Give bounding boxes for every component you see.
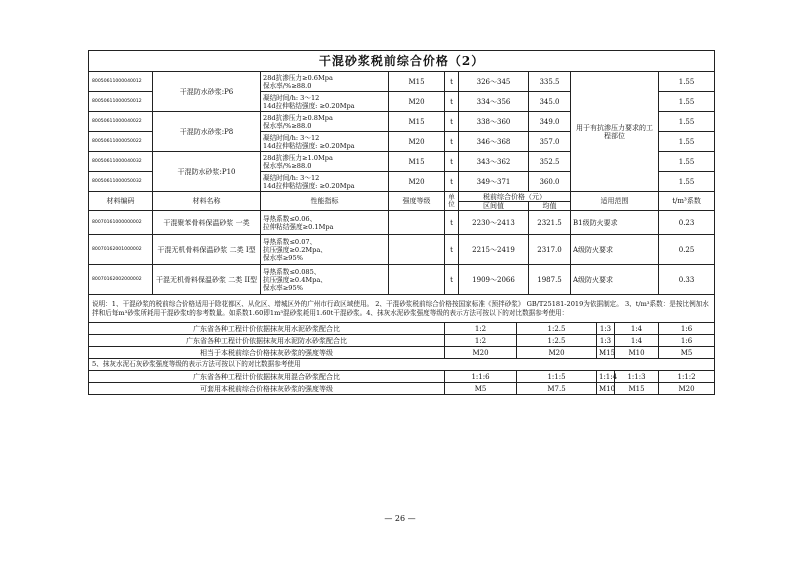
price-range: 343～362 — [459, 152, 529, 172]
performance-spec: 28d抗渗压力≥0.8Mpa 保水率/%≥88.0 — [261, 112, 389, 132]
price-average: 2317.0 — [529, 235, 571, 265]
usage-scope: A级防火要求 — [571, 235, 659, 265]
compare-value: 1:4 — [615, 335, 659, 347]
material-code: 80050611000040012 — [89, 72, 153, 92]
compare-value: 1:1:4 — [597, 371, 615, 383]
material-name: 干混无机骨料保温砂浆 二类 I型 — [153, 235, 261, 265]
lime-note-text: 5、抹灰水泥石灰砂浆强度等级的表示方法可按以下的对比数据参考使用 — [89, 359, 715, 371]
unit: t — [445, 92, 459, 112]
price-range: 2215～2419 — [459, 235, 529, 265]
unit: t — [445, 172, 459, 192]
header-unit: 单位 — [445, 192, 459, 211]
material-name: 干混无机骨料保温砂浆 二类 II型 — [153, 265, 261, 295]
compare-label: 广东省各种工程计价依据抹灰用混合砂浆配合比 — [89, 371, 445, 383]
header-usage: 适用范围 — [571, 192, 659, 211]
strength-grade — [389, 211, 445, 235]
compare-label: 广东省各种工程计价依据抹灰用水泥砂浆配合比 — [89, 323, 445, 335]
unit: t — [445, 72, 459, 92]
header-price: 税前综合价格（元） — [459, 192, 571, 202]
usage-scope: 用于有抗渗压力要求的工程部位 — [571, 72, 659, 192]
material-code: 80050611000050012 — [89, 92, 153, 112]
price-average: 1987.5 — [529, 265, 571, 295]
material-code: 80050611000050032 — [89, 172, 153, 192]
unit: t — [445, 211, 459, 235]
page-title: 干混砂浆税前综合价格（2） — [89, 51, 715, 72]
header-average: 均值 — [529, 202, 571, 211]
coefficient: 0.23 — [659, 211, 715, 235]
performance-spec: 28d抗渗压力≥0.6Mpa 保水率/%≥88.0 — [261, 72, 389, 92]
price-average: 357.0 — [529, 132, 571, 152]
compare-value: 1:1:5 — [517, 371, 597, 383]
header-name: 材料名称 — [153, 192, 261, 211]
strength-grade — [389, 265, 445, 295]
material-name: 干混防水砂浆:P8 — [153, 112, 261, 152]
usage-scope: B1级防火要求 — [571, 211, 659, 235]
price-range: 346～368 — [459, 132, 529, 152]
coefficient: 1.55 — [659, 132, 715, 152]
performance-spec: 凝结时间/h: 3～12 14d拉伸粘结强度: ≥0.20Mpa — [261, 132, 389, 152]
compare-value: 1:4 — [615, 323, 659, 335]
strength-grade: M15 — [389, 152, 445, 172]
material-code: 80070162001000002 — [89, 235, 153, 265]
performance-spec: 凝结时间/h: 3～12 14d拉伸粘结强度: ≥0.20Mpa — [261, 92, 389, 112]
strength-grade: M20 — [389, 172, 445, 192]
coefficient: 1.55 — [659, 172, 715, 192]
unit: t — [445, 152, 459, 172]
compare-value: M5 — [445, 383, 517, 395]
compare-value: 1:6 — [659, 323, 715, 335]
usage-scope: A级防火要求 — [571, 265, 659, 295]
compare-label: 可套用本税前综合价格抹灰砂浆的强度等级 — [89, 383, 445, 395]
compare-value: 1:2.5 — [517, 323, 597, 335]
material-name: 干混防水砂浆:P6 — [153, 72, 261, 112]
notes-text: 说明：1、干混砂浆的税前综合价格适用于除花都区、从化区、增城区外的广州市行政区域使用。 2、干混砂浆税前综合价格按国家标准《预拌砂浆》 GB/T25181-2019为依据制定。 3、t/m³系数：是按比例加水拌和后每m³砂浆所耗用干混砂浆t的参考数量。如系数1.60即1m³混砂浆耗用1.60t干混砂浆。4、抹灰水泥砂浆强度等级的表示方法可按以下的对比数据参考使用： — [89, 295, 715, 323]
compare-value: M7.5 — [517, 383, 597, 395]
compare-value: 1:3 — [597, 323, 615, 335]
material-code: 80050611000040032 — [89, 152, 153, 172]
price-range: 1909～2066 — [459, 265, 529, 295]
unit: t — [445, 265, 459, 295]
price-average: 352.5 — [529, 152, 571, 172]
compare-label: 广东省各种工程计价依据抹灰用水泥防水砂浆配合比 — [89, 335, 445, 347]
price-range: 338～360 — [459, 112, 529, 132]
compare-value: 1:1:2 — [659, 371, 715, 383]
price-average: 345.0 — [529, 92, 571, 112]
strength-grade: M20 — [389, 132, 445, 152]
strength-grade: M15 — [389, 72, 445, 92]
compare-value: M20 — [517, 347, 597, 359]
performance-spec: 凝结时间/h: 3～12 14d拉伸粘结强度: ≥0.20Mpa — [261, 172, 389, 192]
material-name: 干混防水砂浆:P10 — [153, 152, 261, 192]
coefficient: 1.55 — [659, 152, 715, 172]
price-range: 2230～2413 — [459, 211, 529, 235]
header-coefficient: t/m³系数 — [659, 192, 715, 211]
material-code: 80050611000040022 — [89, 112, 153, 132]
price-range: 334～356 — [459, 92, 529, 112]
unit: t — [445, 235, 459, 265]
performance-spec: 导热系数≤0.07、 抗压强度≥0.2Mpa、 保水率≥95% — [261, 235, 389, 265]
page-number: — 26 — — [384, 514, 416, 523]
price-table — [88, 50, 715, 395]
header-range: 区间值 — [459, 202, 529, 211]
price-average: 360.0 — [529, 172, 571, 192]
strength-grade — [389, 235, 445, 265]
compare-value: M15 — [597, 347, 615, 359]
coefficient: 1.55 — [659, 112, 715, 132]
material-code: 80050611000050022 — [89, 132, 153, 152]
compare-value: M10 — [615, 347, 659, 359]
unit: t — [445, 132, 459, 152]
unit: t — [445, 112, 459, 132]
compare-value: 1:1:6 — [445, 371, 517, 383]
performance-spec: 导热系数≤0.06、 拉伸粘结强度≥0.1Mpa — [261, 211, 389, 235]
compare-value: 1:2 — [445, 323, 517, 335]
strength-grade: M20 — [389, 92, 445, 112]
price-sheet — [88, 50, 714, 395]
compare-value: 1:2.5 — [517, 335, 597, 347]
compare-value: 1:2 — [445, 335, 517, 347]
price-average: 349.0 — [529, 112, 571, 132]
compare-value: M5 — [659, 347, 715, 359]
coefficient: 0.33 — [659, 265, 715, 295]
coefficient: 1.55 — [659, 72, 715, 92]
header-spec: 性能指标 — [261, 192, 389, 211]
header-grade: 强度等级 — [389, 192, 445, 211]
compare-value: M20 — [659, 383, 715, 395]
compare-value: M20 — [445, 347, 517, 359]
compare-value: 1:3 — [597, 335, 615, 347]
strength-grade: M15 — [389, 112, 445, 132]
compare-value: M10 — [597, 383, 615, 395]
performance-spec: 导热系数≤0.085、 抗压强度≥0.4Mpa、 保水率≥95% — [261, 265, 389, 295]
material-name: 干混聚苯骨料保温砂浆 一类 — [153, 211, 261, 235]
compare-label: 相当于本税前综合价格抹灰砂浆的强度等级 — [89, 347, 445, 359]
price-average: 335.5 — [529, 72, 571, 92]
compare-value: M15 — [615, 383, 659, 395]
coefficient: 0.25 — [659, 235, 715, 265]
material-code: 80070161000000002 — [89, 211, 153, 235]
coefficient: 1.55 — [659, 92, 715, 112]
header-code: 材料编码 — [89, 192, 153, 211]
compare-value: 1:6 — [659, 335, 715, 347]
price-range: 326～345 — [459, 72, 529, 92]
performance-spec: 28d抗渗压力≥1.0Mpa 保水率/%≥88.0 — [261, 152, 389, 172]
compare-value: 1:1:3 — [615, 371, 659, 383]
price-average: 2321.5 — [529, 211, 571, 235]
price-range: 349～371 — [459, 172, 529, 192]
material-code: 80070162002000002 — [89, 265, 153, 295]
